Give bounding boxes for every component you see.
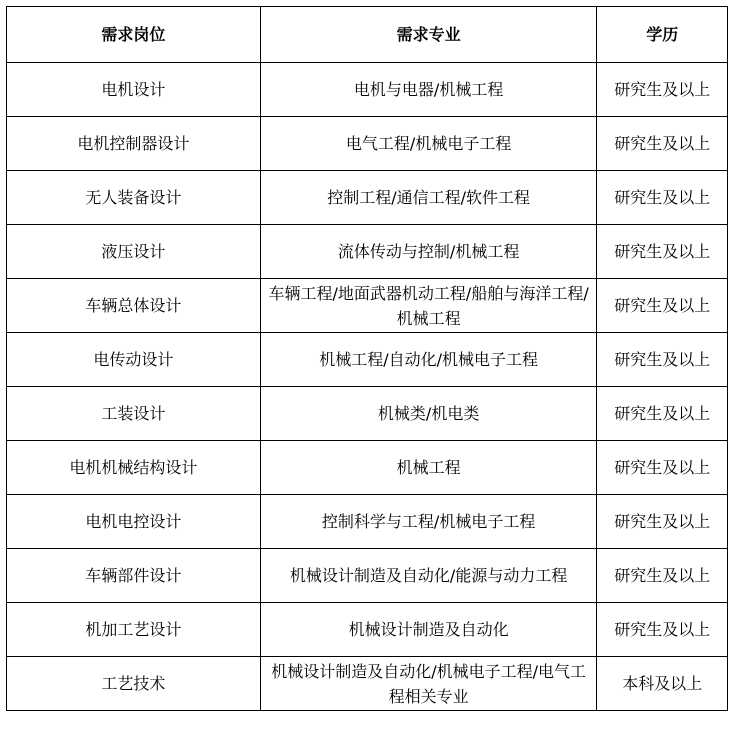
cell-position: 车辆部件设计: [7, 549, 261, 603]
cell-major: 机械工程/自动化/机械电子工程: [260, 333, 597, 387]
cell-major: 电机与电器/机械工程: [260, 63, 597, 117]
cell-education: 研究生及以上: [597, 117, 728, 171]
cell-position: 电传动设计: [7, 333, 261, 387]
cell-position: 电机电控设计: [7, 495, 261, 549]
cell-position: 电机控制器设计: [7, 117, 261, 171]
cell-education: 研究生及以上: [597, 495, 728, 549]
table-row: [7, 171, 728, 225]
cell-position: 无人装备设计: [7, 171, 261, 225]
table-row: [7, 549, 728, 603]
cell-education: 研究生及以上: [597, 279, 728, 333]
cell-education: 研究生及以上: [597, 603, 728, 657]
cell-education: 研究生及以上: [597, 171, 728, 225]
recruitment-table-container: [6, 6, 728, 711]
table-row: [7, 279, 728, 333]
cell-education: 研究生及以上: [597, 441, 728, 495]
table-row: [7, 333, 728, 387]
cell-major: 流体传动与控制/机械工程: [260, 225, 597, 279]
header-position: 需求岗位: [7, 7, 261, 63]
cell-major: 电气工程/机械电子工程: [260, 117, 597, 171]
cell-education: 研究生及以上: [597, 333, 728, 387]
cell-position: 车辆总体设计: [7, 279, 261, 333]
cell-major: 控制科学与工程/机械电子工程: [260, 495, 597, 549]
cell-position: 机加工艺设计: [7, 603, 261, 657]
cell-education: 研究生及以上: [597, 387, 728, 441]
table-row: [7, 603, 728, 657]
recruitment-table: [6, 6, 728, 711]
cell-position: 电机机械结构设计: [7, 441, 261, 495]
cell-major: 机械设计制造及自动化/能源与动力工程: [260, 549, 597, 603]
cell-position: 液压设计: [7, 225, 261, 279]
cell-major: 机械工程: [260, 441, 597, 495]
cell-education: 研究生及以上: [597, 549, 728, 603]
table-row: [7, 441, 728, 495]
cell-education: 本科及以上: [597, 657, 728, 711]
header-education: 学历: [597, 7, 728, 63]
cell-major: 机械类/机电类: [260, 387, 597, 441]
table-row: [7, 495, 728, 549]
cell-major: 控制工程/通信工程/软件工程: [260, 171, 597, 225]
cell-major: 车辆工程/地面武器机动工程/船舶与海洋工程/机械工程: [260, 279, 597, 333]
cell-position: 工装设计: [7, 387, 261, 441]
table-row: [7, 657, 728, 711]
header-major: 需求专业: [260, 7, 597, 63]
table-row: [7, 63, 728, 117]
cell-major: 机械设计制造及自动化/机械电子工程/电气工程相关专业: [260, 657, 597, 711]
cell-position: 工艺技术: [7, 657, 261, 711]
table-row: [7, 117, 728, 171]
cell-education: 研究生及以上: [597, 63, 728, 117]
cell-education: 研究生及以上: [597, 225, 728, 279]
table-row: [7, 387, 728, 441]
cell-major: 机械设计制造及自动化: [260, 603, 597, 657]
cell-position: 电机设计: [7, 63, 261, 117]
table-header-row: [7, 7, 728, 63]
table-row: [7, 225, 728, 279]
